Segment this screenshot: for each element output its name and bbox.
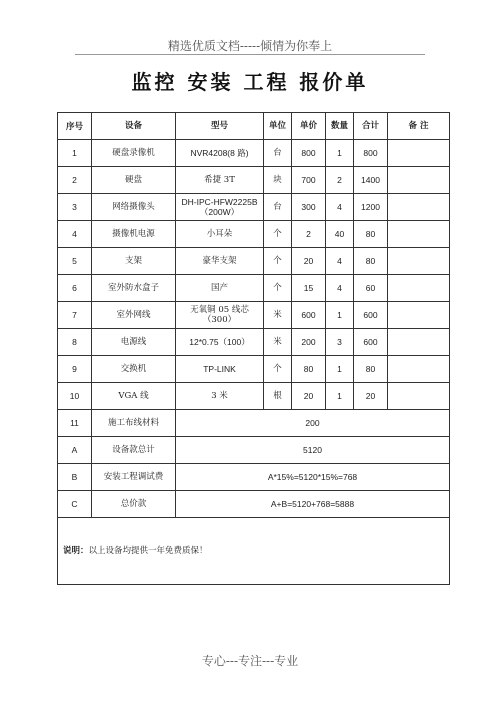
cell-qty: 1 <box>326 356 354 383</box>
table-row <box>58 329 450 356</box>
cell-unit: 块 <box>264 167 292 194</box>
col-header-unit: 单位 <box>264 113 292 140</box>
cell-price: 200 <box>292 329 326 356</box>
cell-price: 700 <box>292 167 326 194</box>
cell-no: 10 <box>58 383 92 410</box>
table-row <box>58 275 450 302</box>
cell-total: 80 <box>354 248 388 275</box>
note-label: 说明： <box>63 546 89 556</box>
cell-no: 9 <box>58 356 92 383</box>
col-header-remark: 备 注 <box>388 113 450 140</box>
cell-device: 硬盘录像机 <box>92 140 176 167</box>
cell-unit: 米 <box>264 302 292 329</box>
cell-unit: 根 <box>264 383 292 410</box>
cell-no: 4 <box>58 221 92 248</box>
cell-device: 交换机 <box>92 356 176 383</box>
cell-device: 网络摄像头 <box>92 194 176 221</box>
cell-label: 施工布线材料 <box>92 410 176 437</box>
cell-remark <box>388 248 450 275</box>
note-cell <box>58 518 450 585</box>
cell-qty: 1 <box>326 383 354 410</box>
cell-qty: 1 <box>326 140 354 167</box>
cell-no: 5 <box>58 248 92 275</box>
col-header-no: 序号 <box>58 113 92 140</box>
cell-model: 国产 <box>176 275 264 302</box>
cell-model: DH-IPC-HFW2225B（200W） <box>176 194 264 221</box>
cell-total: 20 <box>354 383 388 410</box>
cell-model: 小耳朵 <box>176 221 264 248</box>
table-header-row <box>58 113 450 140</box>
cell-qty: 40 <box>326 221 354 248</box>
cell-total: 80 <box>354 356 388 383</box>
cell-price: 600 <box>292 302 326 329</box>
cell-value: A*15%=5120*15%=768 <box>176 464 450 491</box>
quote-table <box>57 112 450 585</box>
cell-device: 室外防水盒子 <box>92 275 176 302</box>
cell-price: 800 <box>292 140 326 167</box>
cell-model: NVR4208(8 路) <box>176 140 264 167</box>
cell-unit: 个 <box>264 275 292 302</box>
cell-qty: 4 <box>326 194 354 221</box>
cell-total: 60 <box>354 275 388 302</box>
cell-model: 3 米 <box>176 383 264 410</box>
footer-slogan: 专心---专注---专业 <box>201 654 299 668</box>
cell-value: A+B=5120+768=5888 <box>176 491 450 518</box>
col-header-total: 合计 <box>354 113 388 140</box>
cell-total: 1200 <box>354 194 388 221</box>
cell-device: VGA 线 <box>92 383 176 410</box>
cell-qty: 4 <box>326 248 354 275</box>
cell-price: 2 <box>292 221 326 248</box>
cell-price: 20 <box>292 383 326 410</box>
cell-unit: 台 <box>264 194 292 221</box>
cell-device: 摄像机电源 <box>92 221 176 248</box>
col-header-model: 型号 <box>176 113 264 140</box>
col-header-qty: 数量 <box>326 113 354 140</box>
cell-no: B <box>58 464 92 491</box>
table-row <box>58 167 450 194</box>
cell-remark <box>388 329 450 356</box>
table-row <box>58 302 450 329</box>
cell-remark <box>388 194 450 221</box>
cell-label: 设备款总计 <box>92 437 176 464</box>
cell-label: 总价款 <box>92 491 176 518</box>
cell-unit: 米 <box>264 329 292 356</box>
cell-total: 80 <box>354 221 388 248</box>
table-row-grand-total <box>58 491 450 518</box>
table-row <box>58 194 450 221</box>
cell-qty: 3 <box>326 329 354 356</box>
header-divider <box>75 54 425 55</box>
cell-total: 1400 <box>354 167 388 194</box>
cell-value: 5120 <box>176 437 450 464</box>
cell-qty: 2 <box>326 167 354 194</box>
cell-no: 2 <box>58 167 92 194</box>
cell-value: 200 <box>176 410 450 437</box>
cell-no: A <box>58 437 92 464</box>
cell-remark <box>388 221 450 248</box>
header-slogan: 精选优质文档-----倾情为你奉上 <box>167 39 333 53</box>
cell-unit: 台 <box>264 140 292 167</box>
cell-unit: 个 <box>264 356 292 383</box>
cell-price: 300 <box>292 194 326 221</box>
cell-model: 希捷 3T <box>176 167 264 194</box>
note-text: 以上设备均提供一年免费质保！ <box>88 546 208 556</box>
table-row-note <box>58 518 450 585</box>
cell-total: 600 <box>354 329 388 356</box>
cell-price: 20 <box>292 248 326 275</box>
cell-device: 电源线 <box>92 329 176 356</box>
cell-model: TP-LINK <box>176 356 264 383</box>
cell-no: 7 <box>58 302 92 329</box>
cell-price: 15 <box>292 275 326 302</box>
cell-model: 豪华支架 <box>176 248 264 275</box>
cell-remark <box>388 302 450 329</box>
table-row <box>58 383 450 410</box>
cell-device: 硬盘 <box>92 167 176 194</box>
cell-model: 无氧铜 05 线芯（300） <box>176 302 264 329</box>
page-title: 监控 安装 工程 报价单 <box>131 70 369 94</box>
cell-no: 1 <box>58 140 92 167</box>
cell-total: 800 <box>354 140 388 167</box>
cell-price: 80 <box>292 356 326 383</box>
table-row <box>58 221 450 248</box>
table-row-install-fee <box>58 464 450 491</box>
cell-unit: 个 <box>264 221 292 248</box>
col-header-price: 单价 <box>292 113 326 140</box>
cell-no: 11 <box>58 410 92 437</box>
cell-no: 8 <box>58 329 92 356</box>
table-row <box>58 248 450 275</box>
cell-device: 室外网线 <box>92 302 176 329</box>
cell-no: C <box>58 491 92 518</box>
cell-no: 3 <box>58 194 92 221</box>
col-header-device: 设备 <box>92 113 176 140</box>
table-row-equipment-total <box>58 437 450 464</box>
cell-unit: 个 <box>264 248 292 275</box>
cell-remark <box>388 167 450 194</box>
cell-label: 安装工程调试费 <box>92 464 176 491</box>
cell-remark <box>388 275 450 302</box>
table-row-materials <box>58 410 450 437</box>
cell-remark <box>388 383 450 410</box>
cell-model: 12*0.75（100） <box>176 329 264 356</box>
cell-no: 6 <box>58 275 92 302</box>
cell-device: 支架 <box>92 248 176 275</box>
table-row <box>58 356 450 383</box>
cell-qty: 4 <box>326 275 354 302</box>
table-row <box>58 140 450 167</box>
cell-remark <box>388 140 450 167</box>
cell-qty: 1 <box>326 302 354 329</box>
cell-total: 600 <box>354 302 388 329</box>
cell-remark <box>388 356 450 383</box>
